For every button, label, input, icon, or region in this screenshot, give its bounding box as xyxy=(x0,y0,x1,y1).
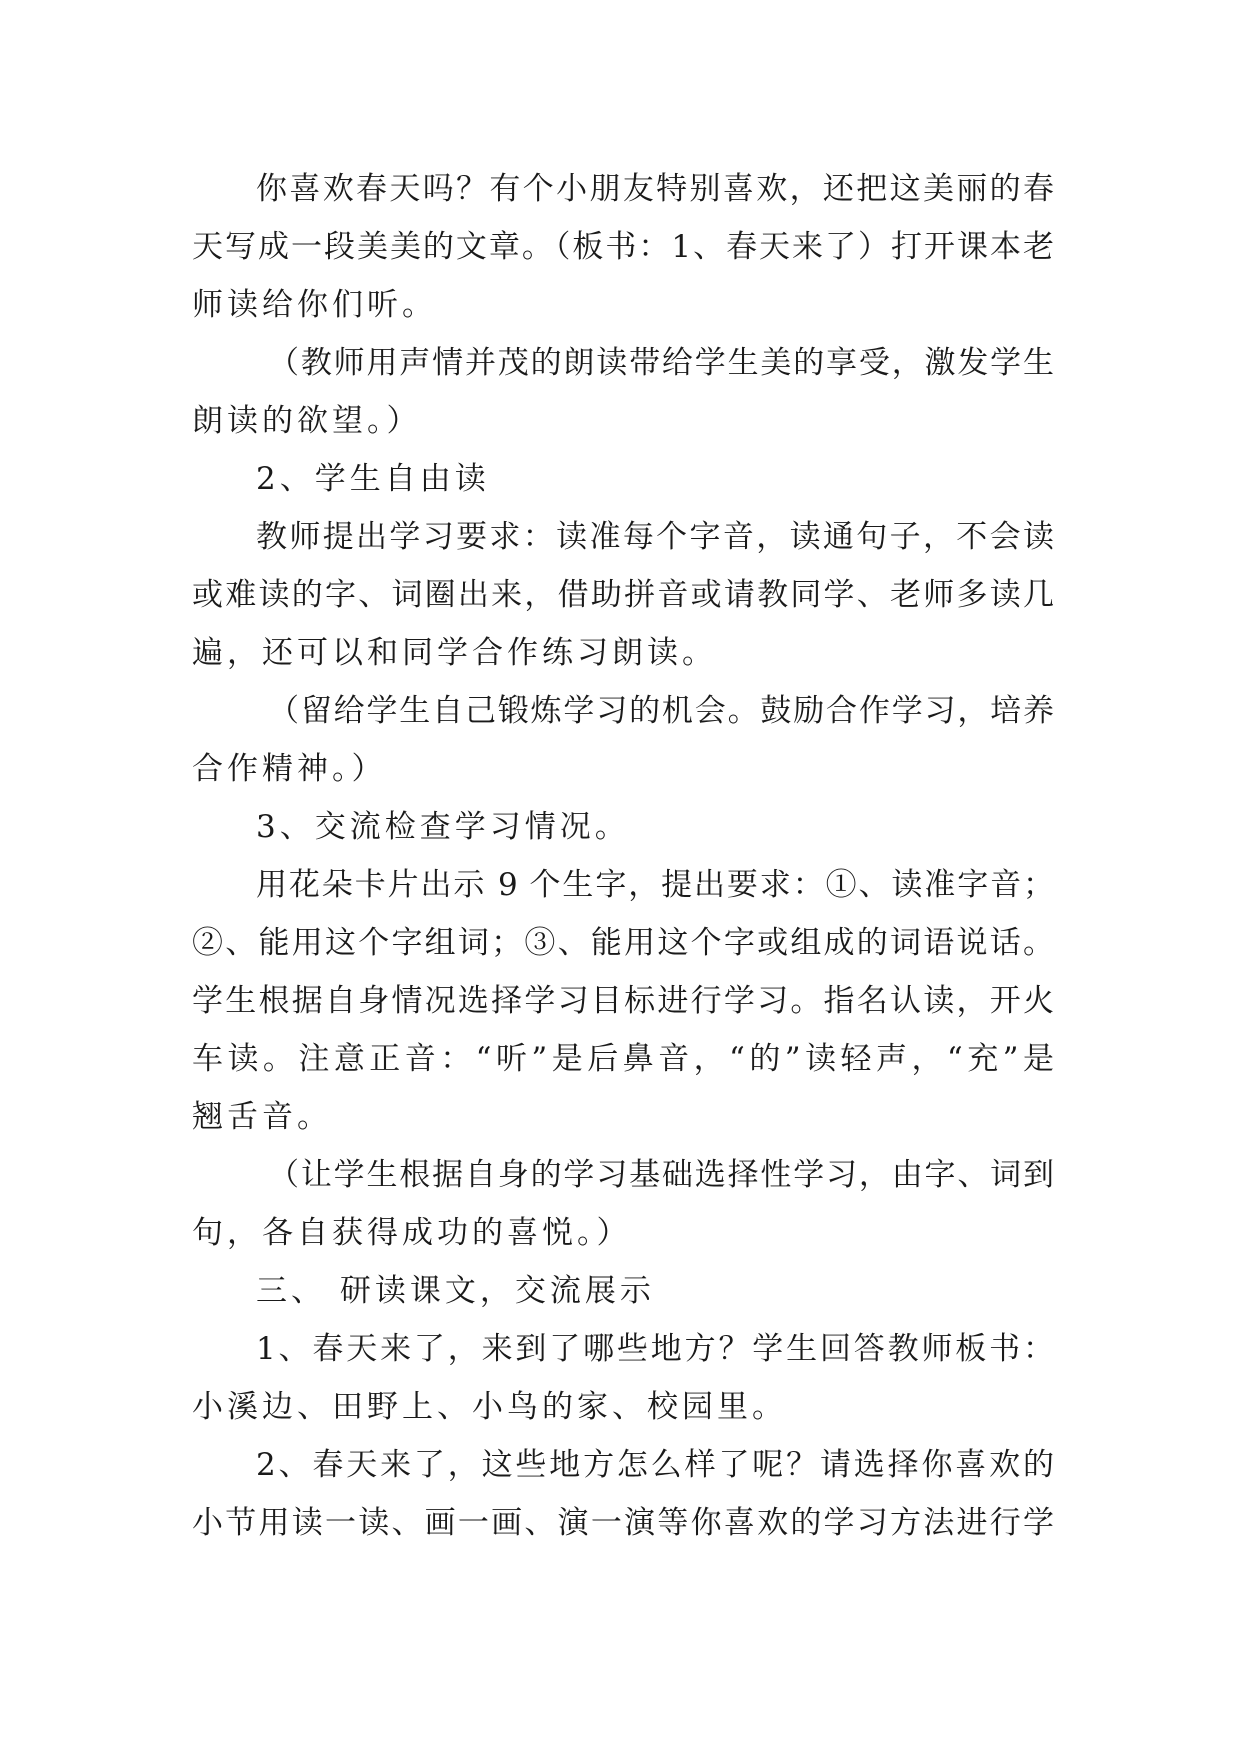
paragraph-line: 小节用读一读、画一画、演一演等你喜欢的学习方法进行学 xyxy=(192,1505,1054,1541)
paragraph-line: 你喜欢春天吗？有个小朋友特别喜欢，还把这美丽的春 xyxy=(256,171,1054,207)
paragraph-line: 或难读的字、词圈出来，借助拼音或请教同学、老师多读几 xyxy=(192,577,1054,613)
paragraph-line: 1、春天来了，来到了哪些地方？学生回答教师板书： xyxy=(256,1331,1054,1367)
paragraph-line: 天写成一段美美的文章。（板书：1、春天来了）打开课本老 xyxy=(192,229,1054,265)
paragraph-line: 翘舌音。 xyxy=(192,1099,332,1135)
paragraph-line: 遍，还可以和同学合作练习朗读。 xyxy=(192,635,717,671)
paragraph-line: ②、能用这个字组词；③、能用这个字或组成的词语说话。 xyxy=(192,925,1054,961)
paragraph-line: 师读给你们听。 xyxy=(192,287,437,323)
section-heading: 2、学生自由读 xyxy=(256,461,490,497)
paragraph-line: 2、春天来了，这些地方怎么样了呢？请选择你喜欢的 xyxy=(256,1447,1054,1483)
paragraph-line: （留给学生自己锻炼学习的机会。鼓励合作学习，培养 xyxy=(268,693,1054,729)
paragraph-line: 学生根据自身情况选择学习目标进行学习。指名认读，开火 xyxy=(192,983,1054,1019)
paragraph-line: 句，各自获得成功的喜悦。） xyxy=(192,1215,632,1251)
paragraph-line: 车读。注意正音：“听”是后鼻音，“的”读轻声，“充”是 xyxy=(192,1041,1054,1077)
paragraph-line: 朗读的欲望。） xyxy=(192,403,422,439)
paragraph-line: （让学生根据自身的学习基础选择性学习，由字、词到 xyxy=(268,1157,1054,1193)
paragraph-line: 教师提出学习要求：读准每个字音，读通句子，不会读 xyxy=(256,519,1054,555)
paragraph-line: （教师用声情并茂的朗读带给学生美的享受，激发学生 xyxy=(268,345,1054,381)
section-heading: 三、 研读课文，交流展示 xyxy=(256,1273,655,1309)
paragraph-line: 合作精神。） xyxy=(192,751,387,787)
paragraph-line: 用花朵卡片出示 9 个生字，提出要求：①、读准字音； xyxy=(256,867,1054,903)
paragraph-line: 小溪边、田野上、小鸟的家、校园里。 xyxy=(192,1389,787,1425)
section-heading: 3、交流检查学习情况。 xyxy=(256,809,630,845)
